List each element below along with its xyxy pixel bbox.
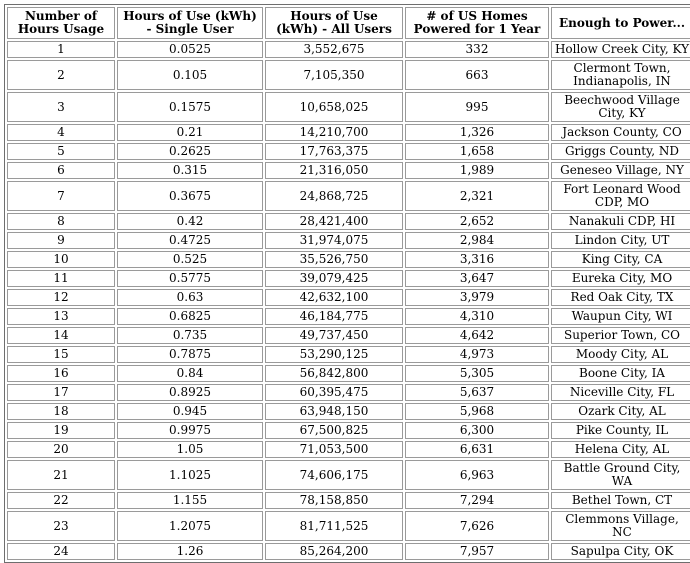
- table-cell: Nanakuli CDP, HI: [551, 213, 690, 230]
- table-body: [7, 41, 690, 560]
- table-cell: 5: [7, 143, 115, 160]
- table-cell: 0.7875: [117, 346, 263, 363]
- table-row: [7, 143, 690, 160]
- table-row: [7, 92, 690, 122]
- table-cell: 20: [7, 441, 115, 458]
- table-cell: 56,842,800: [265, 365, 403, 382]
- table-cell: Fort Leonard Wood CDP, MO: [551, 181, 690, 211]
- table-cell: 1.1025: [117, 460, 263, 490]
- table-cell: 5,305: [405, 365, 549, 382]
- table-row: [7, 543, 690, 560]
- table-cell: Pike County, IL: [551, 422, 690, 439]
- table-row: [7, 511, 690, 541]
- table-cell: 85,264,200: [265, 543, 403, 560]
- table-cell: 5,637: [405, 384, 549, 401]
- table-cell: 0.105: [117, 60, 263, 90]
- table-cell: 7: [7, 181, 115, 211]
- table-cell: 7,957: [405, 543, 549, 560]
- table-cell: 28,421,400: [265, 213, 403, 230]
- header-cell: Enough to Power...: [551, 7, 690, 39]
- header-row: [7, 7, 690, 39]
- table-cell: Hollow Creek City, KY: [551, 41, 690, 58]
- table-cell: 53,290,125: [265, 346, 403, 363]
- table-cell: 4,642: [405, 327, 549, 344]
- table-cell: 23: [7, 511, 115, 541]
- table-cell: 74,606,175: [265, 460, 403, 490]
- table-cell: 1: [7, 41, 115, 58]
- table-cell: Lindon City, UT: [551, 232, 690, 249]
- table-row: [7, 289, 690, 306]
- table-cell: 7,294: [405, 492, 549, 509]
- table-cell: 0.8925: [117, 384, 263, 401]
- table-cell: 46,184,775: [265, 308, 403, 325]
- table-cell: Griggs County, ND: [551, 143, 690, 160]
- table-cell: 1,326: [405, 124, 549, 141]
- table-row: [7, 124, 690, 141]
- table-row: [7, 41, 690, 58]
- table-cell: 4,973: [405, 346, 549, 363]
- table-cell: 0.3675: [117, 181, 263, 211]
- header-cell: Number of Hours Usage: [7, 7, 115, 39]
- table-cell: 16: [7, 365, 115, 382]
- table-cell: 663: [405, 60, 549, 90]
- table-cell: 0.42: [117, 213, 263, 230]
- table-cell: 71,053,500: [265, 441, 403, 458]
- table-cell: 0.945: [117, 403, 263, 420]
- table-cell: 17: [7, 384, 115, 401]
- table-cell: 67,500,825: [265, 422, 403, 439]
- table-cell: Niceville City, FL: [551, 384, 690, 401]
- table-cell: 0.63: [117, 289, 263, 306]
- hours-usage-table: [4, 4, 690, 563]
- table-row: [7, 422, 690, 439]
- table-row: [7, 346, 690, 363]
- table-cell: Helena City, AL: [551, 441, 690, 458]
- table-row: [7, 213, 690, 230]
- table-cell: Jackson County, CO: [551, 124, 690, 141]
- table-row: [7, 384, 690, 401]
- table-cell: 2: [7, 60, 115, 90]
- table-cell: Superior Town, CO: [551, 327, 690, 344]
- table-cell: Eureka City, MO: [551, 270, 690, 287]
- table-cell: 7,105,350: [265, 60, 403, 90]
- table-cell: 18: [7, 403, 115, 420]
- table-cell: 0.0525: [117, 41, 263, 58]
- table-cell: 0.525: [117, 251, 263, 268]
- table-cell: 10,658,025: [265, 92, 403, 122]
- table-cell: 3,316: [405, 251, 549, 268]
- table-cell: 1.155: [117, 492, 263, 509]
- header-cell: Hours of Use (kWh) - All Users: [265, 7, 403, 39]
- table-cell: Sapulpa City, OK: [551, 543, 690, 560]
- table-row: [7, 492, 690, 509]
- table-row: [7, 181, 690, 211]
- table-cell: 17,763,375: [265, 143, 403, 160]
- table-cell: 1.05: [117, 441, 263, 458]
- table-cell: 3: [7, 92, 115, 122]
- table-row: [7, 251, 690, 268]
- header-cell: # of US Homes Powered for 1 Year: [405, 7, 549, 39]
- table-cell: 3,979: [405, 289, 549, 306]
- table-cell: Red Oak City, TX: [551, 289, 690, 306]
- table-row: [7, 270, 690, 287]
- table-cell: 15: [7, 346, 115, 363]
- table-cell: 49,737,450: [265, 327, 403, 344]
- table-cell: 0.6825: [117, 308, 263, 325]
- table-cell: 1,658: [405, 143, 549, 160]
- table-cell: 24: [7, 543, 115, 560]
- table-cell: 39,079,425: [265, 270, 403, 287]
- table-cell: 995: [405, 92, 549, 122]
- table-cell: 35,526,750: [265, 251, 403, 268]
- table-cell: 0.735: [117, 327, 263, 344]
- table-cell: 42,632,100: [265, 289, 403, 306]
- table-cell: King City, CA: [551, 251, 690, 268]
- table-cell: Ozark City, AL: [551, 403, 690, 420]
- table-cell: 9: [7, 232, 115, 249]
- table-cell: 22: [7, 492, 115, 509]
- table-cell: Clermont Town, Indianapolis, IN: [551, 60, 690, 90]
- table-cell: 2,652: [405, 213, 549, 230]
- table-cell: Waupun City, WI: [551, 308, 690, 325]
- table-row: [7, 365, 690, 382]
- table-row: [7, 327, 690, 344]
- table-cell: 78,158,850: [265, 492, 403, 509]
- table-row: [7, 460, 690, 490]
- table-cell: 24,868,725: [265, 181, 403, 211]
- table-cell: Boone City, IA: [551, 365, 690, 382]
- table-cell: 0.21: [117, 124, 263, 141]
- table-cell: 0.9975: [117, 422, 263, 439]
- table-row: [7, 441, 690, 458]
- table-cell: Moody City, AL: [551, 346, 690, 363]
- table-cell: 1.2075: [117, 511, 263, 541]
- table-cell: 21: [7, 460, 115, 490]
- table-cell: Clemmons Village, NC: [551, 511, 690, 541]
- table-cell: 63,948,150: [265, 403, 403, 420]
- table-cell: 6,300: [405, 422, 549, 439]
- table-cell: 13: [7, 308, 115, 325]
- table-cell: 0.84: [117, 365, 263, 382]
- table-cell: 19: [7, 422, 115, 439]
- table-cell: 2,321: [405, 181, 549, 211]
- table-cell: 4,310: [405, 308, 549, 325]
- table-cell: 0.1575: [117, 92, 263, 122]
- table-cell: Beechwood Village City, KY: [551, 92, 690, 122]
- table-cell: 6,963: [405, 460, 549, 490]
- table-cell: 1,989: [405, 162, 549, 179]
- header-cell: Hours of Use (kWh) - Single User: [117, 7, 263, 39]
- table-row: [7, 60, 690, 90]
- table-row: [7, 232, 690, 249]
- table-cell: 4: [7, 124, 115, 141]
- table-cell: 0.315: [117, 162, 263, 179]
- table-cell: 1.26: [117, 543, 263, 560]
- table-cell: 3,552,675: [265, 41, 403, 58]
- table-cell: 10: [7, 251, 115, 268]
- table-cell: 0.2625: [117, 143, 263, 160]
- table-cell: 14,210,700: [265, 124, 403, 141]
- table-cell: 0.4725: [117, 232, 263, 249]
- table-cell: 332: [405, 41, 549, 58]
- table-row: [7, 308, 690, 325]
- table-cell: 31,974,075: [265, 232, 403, 249]
- table-cell: 3,647: [405, 270, 549, 287]
- table-row: [7, 403, 690, 420]
- table-cell: 7,626: [405, 511, 549, 541]
- table-cell: 2,984: [405, 232, 549, 249]
- table-cell: 12: [7, 289, 115, 306]
- table-row: [7, 162, 690, 179]
- table-cell: Geneseo Village, NY: [551, 162, 690, 179]
- table-cell: Battle Ground City, WA: [551, 460, 690, 490]
- table-cell: 8: [7, 213, 115, 230]
- table-cell: 0.5775: [117, 270, 263, 287]
- table-cell: 5,968: [405, 403, 549, 420]
- table-cell: 60,395,475: [265, 384, 403, 401]
- table-cell: 6,631: [405, 441, 549, 458]
- table-cell: Bethel Town, CT: [551, 492, 690, 509]
- table-cell: 81,711,525: [265, 511, 403, 541]
- table-cell: 14: [7, 327, 115, 344]
- table-cell: 6: [7, 162, 115, 179]
- table-cell: 21,316,050: [265, 162, 403, 179]
- table-cell: 11: [7, 270, 115, 287]
